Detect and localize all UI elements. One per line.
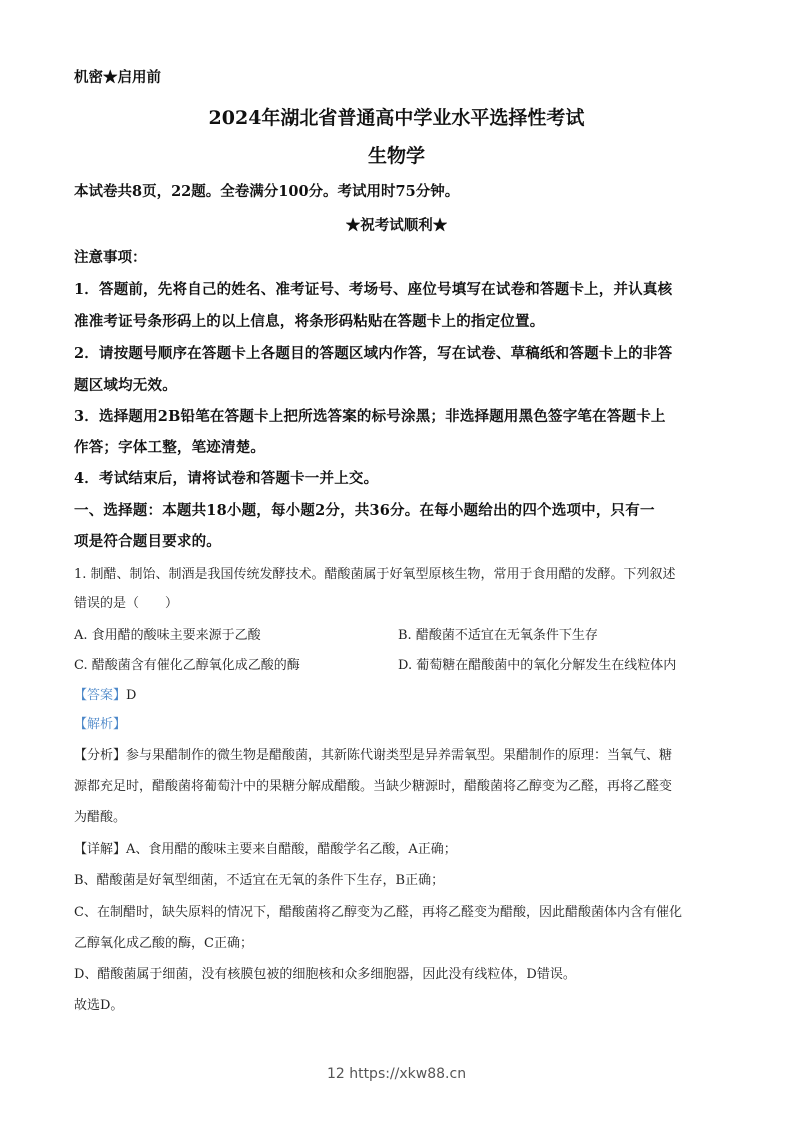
section-heading: 一、选择题：本题共18小题，每小题2分，共36分。在每小题给出的四个选项中，只有一 [74,502,655,519]
note-line: 作答；字体工整，笔迹清楚。 [74,439,266,456]
page-footer: 12 https://xkw88.cn [326,1066,467,1082]
detail-text: D、醋酸菌属于细菌，没有核膜包被的细胞核和众多细胞器，因此没有线粒体，D错误。 [74,967,576,982]
wish-line: ★祝考试顺利★ [345,217,448,234]
answer-tag: 【答案】 [74,688,127,703]
detail-prefix: 【详解】 [74,842,127,857]
notes-heading: 注意事项： [74,249,147,266]
note-line: 2．请按题号顺序在答题卡上各题目的答题区域内作答，写在试卷、草稿纸和答题卡上的非答 [74,345,673,362]
option-a: A. 食用醋的酸味主要来源于乙酸 [74,628,261,643]
analysis-text: 为醋酸。 [74,810,127,825]
question-stem: 错误的是（ ） [74,596,179,611]
answer-value: D [126,688,137,703]
analysis-text: 源都充足时，醋酸菌将葡萄汁中的果糖分解成醋酸。当缺少糖源时，醋酸菌将乙醇变为乙醛，再将乙醛变 [74,779,673,794]
note-line: 题区域均无效。 [74,377,177,394]
note-line: 准准考证号条形码上的以上信息，将条形码粘贴在答题卡上的指定位置。 [74,313,545,330]
option-d: D. 葡萄糖在醋酸菌中的氧化分解发生在线粒体内 [398,658,677,673]
note-line: 1．答题前，先将自己的姓名、准考证号、考场号、座位号填写在试卷和答题卡上，并认真核 [74,281,673,298]
exam-title: 2024年湖北省普通高中学业水平选择性考试 [208,107,585,129]
note-line: 4．考试结束后，请将试卷和答题卡一并上交。 [74,470,379,487]
analysis-line [74,713,126,732]
question-stem: 1. 制醋、制饴、制酒是我国传统发酵技术。醋酸菌属于好氧型原核生物，常用于食用醋的发酵。下列叙述 [74,567,676,582]
detail-text: B、醋酸菌是好氧型细菌，不适宜在无氧的条件下生存，B正确； [74,873,445,888]
detail-line-text: A、食用醋的酸味主要来自醋酸，醋酸学名乙酸，A正确； [126,842,457,857]
analysis-prefix: 【分析】 [74,748,127,763]
analysis-text [74,744,672,763]
note-line: 3．选择题用2B铅笔在答题卡上把所选答案的标号涂黑；非选择题用黑色签字笔在答题卡上 [74,408,666,425]
detail-text: 故选D。 [74,998,124,1013]
section-heading: 项是符合题目要求的。 [74,533,221,550]
detail-text: C、在制醋时，缺失原料的情况下，醋酸菌将乙醇变为乙醛，再将乙醛变为醋酸，因此醋酸菌体内含有催化 [74,905,682,920]
exam-info: 本试卷共8页，22题。全卷满分100分。考试用时75分钟。 [74,183,460,200]
subject-title: 生物学 [367,145,425,167]
option-b: B. 醋酸菌不适宜在无氧条件下生存 [398,628,598,643]
analysis-tag: 【解析】 [74,717,127,732]
detail-text [74,838,457,857]
analysis-line-text: 参与果醋制作的微生物是醋酸菌，其新陈代谢类型是异养需氧型。果醋制作的原理：当氧气、糖 [126,748,673,763]
answer-line [74,684,136,703]
detail-text: 乙醇氧化成乙酸的酶，C正确； [74,936,253,951]
secret-label: 机密★启用前 [74,69,161,86]
option-c: C. 醋酸菌含有催化乙醇氧化成乙酸的酶 [74,658,300,673]
